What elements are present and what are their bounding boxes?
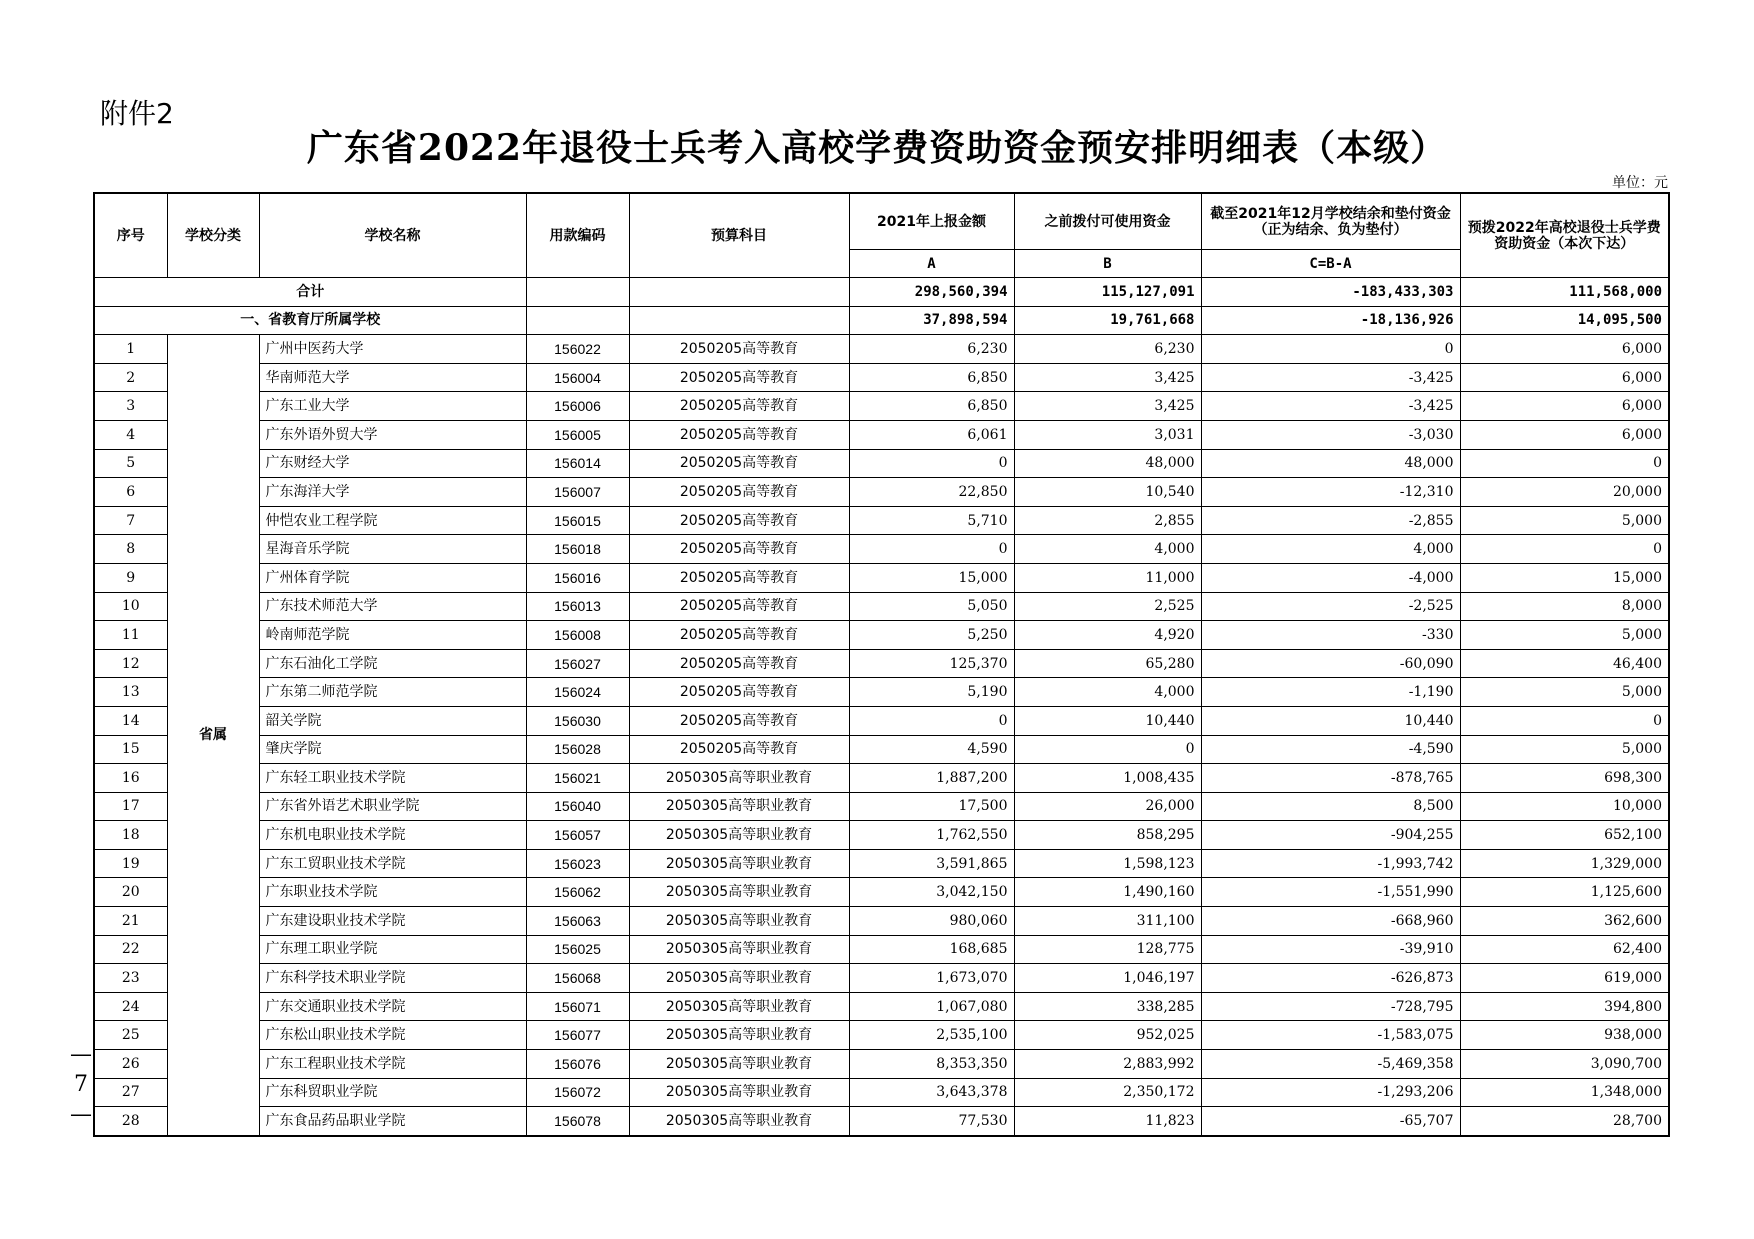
row-seq: 28 [94, 1107, 167, 1136]
row-seq: 15 [94, 735, 167, 764]
amount-a: 0 [849, 706, 1014, 735]
amount-d: 1,348,000 [1460, 1078, 1669, 1107]
table-row [94, 821, 1669, 850]
amount-b: 4,000 [1014, 678, 1201, 707]
amount-a: 168,685 [849, 935, 1014, 964]
amount-c: 0 [1201, 335, 1460, 364]
amount-d: 0 [1460, 449, 1669, 478]
header-b-code: B [1014, 250, 1201, 278]
table-row [94, 363, 1669, 392]
amount-b: 1,490,160 [1014, 878, 1201, 907]
school-name: 广东科学技术职业学院 [259, 964, 526, 993]
amount-c: -2,855 [1201, 506, 1460, 535]
amount-d: 5,000 [1460, 621, 1669, 650]
payment-code: 156015 [526, 506, 629, 535]
payment-code: 156063 [526, 907, 629, 936]
payment-code: 156004 [526, 363, 629, 392]
amount-d: 5,000 [1460, 678, 1669, 707]
amount-c: -65,707 [1201, 1107, 1460, 1136]
table-row [94, 992, 1669, 1021]
budget-subject: 2050205高等教育 [629, 649, 849, 678]
payment-code: 156007 [526, 478, 629, 507]
header-a-code: A [849, 250, 1014, 278]
amount-a: 5,190 [849, 678, 1014, 707]
table-row [94, 792, 1669, 821]
row-seq: 22 [94, 935, 167, 964]
payment-code: 156016 [526, 563, 629, 592]
row-seq: 17 [94, 792, 167, 821]
budget-subject: 2050305高等职业教育 [629, 1078, 849, 1107]
total-subject-empty [629, 278, 849, 307]
table-row [94, 735, 1669, 764]
row-seq: 4 [94, 420, 167, 449]
total-c: -183,433,303 [1201, 278, 1460, 307]
amount-a: 6,230 [849, 335, 1014, 364]
row-seq: 8 [94, 535, 167, 564]
row-seq: 6 [94, 478, 167, 507]
header-school: 学校名称 [259, 193, 526, 278]
payment-code: 156072 [526, 1078, 629, 1107]
table-row [94, 420, 1669, 449]
amount-c: -330 [1201, 621, 1460, 650]
header-c-code: C=B-A [1201, 250, 1460, 278]
amount-d: 938,000 [1460, 1021, 1669, 1050]
payment-code: 156014 [526, 449, 629, 478]
amount-a: 1,887,200 [849, 764, 1014, 793]
amount-c: -728,795 [1201, 992, 1460, 1021]
table-row [94, 592, 1669, 621]
budget-subject: 2050205高等教育 [629, 621, 849, 650]
amount-c: 8,500 [1201, 792, 1460, 821]
section-code-empty [526, 306, 629, 335]
school-name: 星海音乐学院 [259, 535, 526, 564]
amount-a: 980,060 [849, 907, 1014, 936]
amount-c: -4,590 [1201, 735, 1460, 764]
header-seq: 序号 [94, 193, 167, 278]
page-number: — 7 — [70, 1042, 92, 1127]
table-row [94, 964, 1669, 993]
amount-b: 2,883,992 [1014, 1050, 1201, 1079]
header-subject: 预算科目 [629, 193, 849, 278]
header-c: 截至2021年12月学校结余和垫付资金（正为结余、负为垫付） [1201, 193, 1460, 250]
amount-a: 8,353,350 [849, 1050, 1014, 1079]
budget-subject: 2050205高等教育 [629, 563, 849, 592]
amount-c: -39,910 [1201, 935, 1460, 964]
row-seq: 1 [94, 335, 167, 364]
amount-b: 6,230 [1014, 335, 1201, 364]
school-name: 广东机电职业技术学院 [259, 821, 526, 850]
header-row [94, 193, 1669, 250]
header-a: 2021年上报金额 [849, 193, 1014, 250]
payment-code: 156008 [526, 621, 629, 650]
amount-b: 128,775 [1014, 935, 1201, 964]
table-row [94, 478, 1669, 507]
amount-d: 20,000 [1460, 478, 1669, 507]
table-row [94, 649, 1669, 678]
amount-a: 0 [849, 449, 1014, 478]
amount-d: 1,329,000 [1460, 849, 1669, 878]
section-label: 一、省教育厅所属学校 [94, 306, 526, 335]
school-name: 华南师范大学 [259, 363, 526, 392]
school-name: 广东轻工职业技术学院 [259, 764, 526, 793]
amount-d: 6,000 [1460, 335, 1669, 364]
amount-d: 15,000 [1460, 563, 1669, 592]
budget-subject: 2050205高等教育 [629, 449, 849, 478]
amount-c: -1,293,206 [1201, 1078, 1460, 1107]
amount-c: -626,873 [1201, 964, 1460, 993]
amount-b: 11,000 [1014, 563, 1201, 592]
budget-subject: 2050205高等教育 [629, 506, 849, 535]
amount-b: 2,525 [1014, 592, 1201, 621]
amount-a: 125,370 [849, 649, 1014, 678]
payment-code: 156027 [526, 649, 629, 678]
school-name: 广东工业大学 [259, 392, 526, 421]
table-row [94, 621, 1669, 650]
amount-d: 6,000 [1460, 420, 1669, 449]
amount-d: 8,000 [1460, 592, 1669, 621]
amount-b: 1,046,197 [1014, 964, 1201, 993]
amount-a: 1,762,550 [849, 821, 1014, 850]
amount-d: 0 [1460, 535, 1669, 564]
budget-subject: 2050305高等职业教育 [629, 764, 849, 793]
school-name: 广东松山职业技术学院 [259, 1021, 526, 1050]
school-name: 广东食品药品职业学院 [259, 1107, 526, 1136]
payment-code: 156025 [526, 935, 629, 964]
amount-b: 0 [1014, 735, 1201, 764]
amount-c: -1,190 [1201, 678, 1460, 707]
amount-c: 10,440 [1201, 706, 1460, 735]
amount-c: -4,000 [1201, 563, 1460, 592]
payment-code: 156068 [526, 964, 629, 993]
table-row [94, 706, 1669, 735]
budget-subject: 2050305高等职业教育 [629, 935, 849, 964]
amount-d: 28,700 [1460, 1107, 1669, 1136]
amount-a: 15,000 [849, 563, 1014, 592]
payment-code: 156077 [526, 1021, 629, 1050]
budget-subject: 2050305高等职业教育 [629, 792, 849, 821]
school-name: 广东石油化工学院 [259, 649, 526, 678]
payment-code: 156078 [526, 1107, 629, 1136]
row-seq: 12 [94, 649, 167, 678]
total-code-empty [526, 278, 629, 307]
row-seq: 7 [94, 506, 167, 535]
amount-b: 1,008,435 [1014, 764, 1201, 793]
budget-subject: 2050205高等教育 [629, 535, 849, 564]
amount-b: 311,100 [1014, 907, 1201, 936]
header-code: 用款编码 [526, 193, 629, 278]
amount-c: -12,310 [1201, 478, 1460, 507]
amount-c: -60,090 [1201, 649, 1460, 678]
payment-code: 156071 [526, 992, 629, 1021]
row-seq: 16 [94, 764, 167, 793]
amount-d: 10,000 [1460, 792, 1669, 821]
amount-d: 394,800 [1460, 992, 1669, 1021]
amount-a: 3,591,865 [849, 849, 1014, 878]
row-seq: 21 [94, 907, 167, 936]
school-name: 仲恺农业工程学院 [259, 506, 526, 535]
school-name: 广东海洋大学 [259, 478, 526, 507]
amount-d: 46,400 [1460, 649, 1669, 678]
row-seq: 14 [94, 706, 167, 735]
school-name: 广东财经大学 [259, 449, 526, 478]
payment-code: 156024 [526, 678, 629, 707]
amount-d: 362,600 [1460, 907, 1669, 936]
amount-c: 4,000 [1201, 535, 1460, 564]
table-row [94, 935, 1669, 964]
budget-subject: 2050305高等职业教育 [629, 1107, 849, 1136]
funding-table [93, 192, 1670, 1137]
amount-c: -2,525 [1201, 592, 1460, 621]
total-label: 合计 [94, 278, 526, 307]
payment-code: 156057 [526, 821, 629, 850]
payment-code: 156006 [526, 392, 629, 421]
amount-b: 65,280 [1014, 649, 1201, 678]
budget-subject: 2050305高等职业教育 [629, 1050, 849, 1079]
budget-subject: 2050205高等教育 [629, 592, 849, 621]
amount-b: 48,000 [1014, 449, 1201, 478]
amount-d: 0 [1460, 706, 1669, 735]
amount-d: 62,400 [1460, 935, 1669, 964]
amount-c: -5,469,358 [1201, 1050, 1460, 1079]
amount-d: 6,000 [1460, 363, 1669, 392]
amount-a: 4,590 [849, 735, 1014, 764]
budget-subject: 2050305高等职业教育 [629, 878, 849, 907]
header-b: 之前拨付可使用资金 [1014, 193, 1201, 250]
row-seq: 11 [94, 621, 167, 650]
section-subject-empty [629, 306, 849, 335]
amount-b: 3,425 [1014, 363, 1201, 392]
school-name: 广东职业技术学院 [259, 878, 526, 907]
amount-b: 952,025 [1014, 1021, 1201, 1050]
total-a: 298,560,394 [849, 278, 1014, 307]
amount-a: 1,673,070 [849, 964, 1014, 993]
table-row [94, 764, 1669, 793]
budget-subject: 2050205高等教育 [629, 392, 849, 421]
table-row [94, 849, 1669, 878]
school-name: 广东理工职业学院 [259, 935, 526, 964]
amount-a: 17,500 [849, 792, 1014, 821]
total-row [94, 278, 1669, 307]
school-name: 广东建设职业技术学院 [259, 907, 526, 936]
payment-code: 156076 [526, 1050, 629, 1079]
amount-d: 652,100 [1460, 821, 1669, 850]
school-name: 广东科贸职业学院 [259, 1078, 526, 1107]
amount-b: 10,440 [1014, 706, 1201, 735]
amount-c: -878,765 [1201, 764, 1460, 793]
school-name: 广东工贸职业技术学院 [259, 849, 526, 878]
payment-code: 156022 [526, 335, 629, 364]
amount-b: 10,540 [1014, 478, 1201, 507]
row-seq: 25 [94, 1021, 167, 1050]
school-name: 广东第二师范学院 [259, 678, 526, 707]
budget-subject: 2050205高等教育 [629, 420, 849, 449]
amount-c: -3,425 [1201, 363, 1460, 392]
row-seq: 18 [94, 821, 167, 850]
payment-code: 156030 [526, 706, 629, 735]
amount-d: 1,125,600 [1460, 878, 1669, 907]
table-row [94, 1107, 1669, 1136]
section-row [94, 306, 1669, 335]
amount-a: 6,061 [849, 420, 1014, 449]
school-name: 广东交通职业技术学院 [259, 992, 526, 1021]
amount-a: 1,067,080 [849, 992, 1014, 1021]
school-name: 广州中医药大学 [259, 335, 526, 364]
amount-b: 26,000 [1014, 792, 1201, 821]
amount-b: 4,000 [1014, 535, 1201, 564]
payment-code: 156021 [526, 764, 629, 793]
table-row [94, 907, 1669, 936]
table-row [94, 449, 1669, 478]
amount-a: 6,850 [849, 392, 1014, 421]
budget-subject: 2050305高等职业教育 [629, 1021, 849, 1050]
amount-a: 2,535,100 [849, 1021, 1014, 1050]
school-name: 广东省外语艺术职业学院 [259, 792, 526, 821]
payment-code: 156023 [526, 849, 629, 878]
budget-subject: 2050205高等教育 [629, 335, 849, 364]
amount-c: -1,551,990 [1201, 878, 1460, 907]
school-category: 省属 [167, 335, 259, 1136]
amount-d: 5,000 [1460, 506, 1669, 535]
amount-c: -668,960 [1201, 907, 1460, 936]
amount-b: 2,350,172 [1014, 1078, 1201, 1107]
budget-subject: 2050205高等教育 [629, 478, 849, 507]
table-row [94, 563, 1669, 592]
school-name: 肇庆学院 [259, 735, 526, 764]
amount-a: 0 [849, 535, 1014, 564]
amount-c: -1,583,075 [1201, 1021, 1460, 1050]
row-seq: 24 [94, 992, 167, 1021]
school-name: 广东外语外贸大学 [259, 420, 526, 449]
row-seq: 2 [94, 363, 167, 392]
budget-subject: 2050205高等教育 [629, 706, 849, 735]
budget-subject: 2050305高等职业教育 [629, 907, 849, 936]
school-name: 韶关学院 [259, 706, 526, 735]
row-seq: 26 [94, 1050, 167, 1079]
payment-code: 156013 [526, 592, 629, 621]
budget-subject: 2050305高等职业教育 [629, 821, 849, 850]
table-row [94, 535, 1669, 564]
table-row [94, 392, 1669, 421]
amount-b: 3,031 [1014, 420, 1201, 449]
amount-d: 698,300 [1460, 764, 1669, 793]
row-seq: 5 [94, 449, 167, 478]
amount-d: 6,000 [1460, 392, 1669, 421]
budget-subject: 2050305高等职业教育 [629, 992, 849, 1021]
row-seq: 20 [94, 878, 167, 907]
amount-c: -1,993,742 [1201, 849, 1460, 878]
amount-d: 619,000 [1460, 964, 1669, 993]
total-d: 111,568,000 [1460, 278, 1669, 307]
header-d: 预拨2022年高校退役士兵学费资助资金（本次下达） [1460, 193, 1669, 278]
unit-label: 单位：元 [1612, 175, 1668, 191]
table-row [94, 1078, 1669, 1107]
header-category: 学校分类 [167, 193, 259, 278]
budget-subject: 2050205高等教育 [629, 678, 849, 707]
amount-a: 5,250 [849, 621, 1014, 650]
row-seq: 19 [94, 849, 167, 878]
amount-b: 858,295 [1014, 821, 1201, 850]
amount-a: 5,050 [849, 592, 1014, 621]
amount-b: 11,823 [1014, 1107, 1201, 1136]
budget-subject: 2050305高等职业教育 [629, 849, 849, 878]
total-b: 115,127,091 [1014, 278, 1201, 307]
amount-c: -904,255 [1201, 821, 1460, 850]
amount-a: 3,643,378 [849, 1078, 1014, 1107]
table-row [94, 1021, 1669, 1050]
amount-a: 22,850 [849, 478, 1014, 507]
row-seq: 3 [94, 392, 167, 421]
school-name: 广州体育学院 [259, 563, 526, 592]
section-b: 19,761,668 [1014, 306, 1201, 335]
amount-d: 5,000 [1460, 735, 1669, 764]
school-name: 岭南师范学院 [259, 621, 526, 650]
attachment-label: 附件2 [100, 97, 174, 130]
table-row [94, 506, 1669, 535]
budget-subject: 2050205高等教育 [629, 735, 849, 764]
amount-a: 6,850 [849, 363, 1014, 392]
amount-c: -3,030 [1201, 420, 1460, 449]
budget-subject: 2050205高等教育 [629, 363, 849, 392]
payment-code: 156005 [526, 420, 629, 449]
section-c: -18,136,926 [1201, 306, 1460, 335]
section-d: 14,095,500 [1460, 306, 1669, 335]
page-title: 广东省2022年退役士兵考入高校学费资助资金预安排明细表（本级） [306, 127, 1448, 169]
row-seq: 13 [94, 678, 167, 707]
amount-a: 77,530 [849, 1107, 1014, 1136]
payment-code: 156040 [526, 792, 629, 821]
amount-b: 3,425 [1014, 392, 1201, 421]
amount-a: 5,710 [849, 506, 1014, 535]
amount-b: 338,285 [1014, 992, 1201, 1021]
amount-b: 2,855 [1014, 506, 1201, 535]
amount-a: 3,042,150 [849, 878, 1014, 907]
section-a: 37,898,594 [849, 306, 1014, 335]
amount-b: 4,920 [1014, 621, 1201, 650]
payment-code: 156028 [526, 735, 629, 764]
table-row [94, 878, 1669, 907]
row-seq: 27 [94, 1078, 167, 1107]
amount-c: 48,000 [1201, 449, 1460, 478]
row-seq: 10 [94, 592, 167, 621]
school-name: 广东技术师范大学 [259, 592, 526, 621]
amount-c: -3,425 [1201, 392, 1460, 421]
amount-b: 1,598,123 [1014, 849, 1201, 878]
table-row [94, 335, 1669, 364]
table-row [94, 678, 1669, 707]
payment-code: 156062 [526, 878, 629, 907]
row-seq: 9 [94, 563, 167, 592]
school-name: 广东工程职业技术学院 [259, 1050, 526, 1079]
table-row [94, 1050, 1669, 1079]
budget-subject: 2050305高等职业教育 [629, 964, 849, 993]
payment-code: 156018 [526, 535, 629, 564]
amount-d: 3,090,700 [1460, 1050, 1669, 1079]
row-seq: 23 [94, 964, 167, 993]
